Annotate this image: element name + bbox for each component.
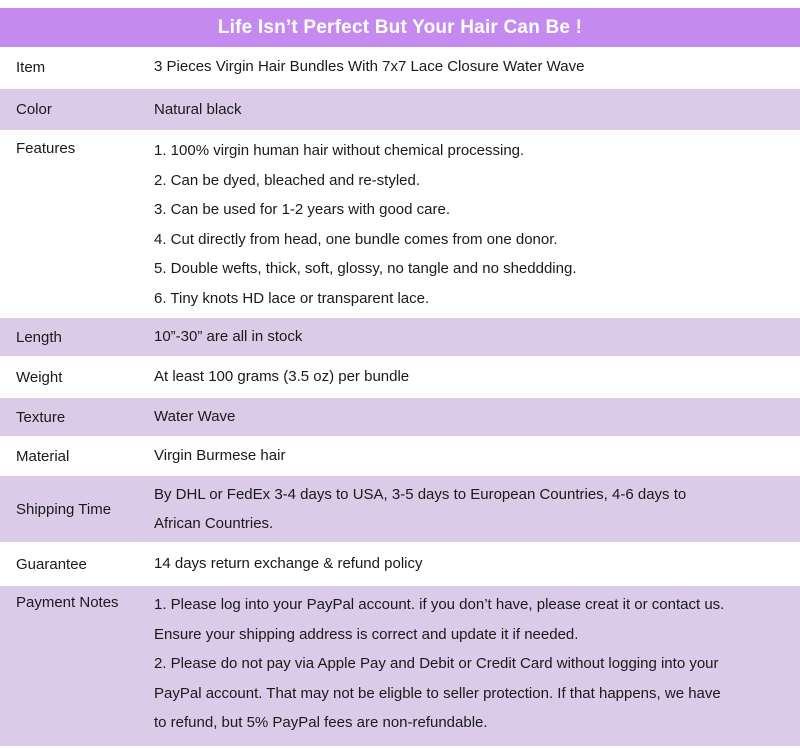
row-value [154,398,800,436]
row-label-text: Weight [16,368,63,386]
row-value [154,132,800,316]
row-label [0,47,154,87]
value-line: Natural black [154,100,242,118]
value-line: By DHL or FedEx 3-4 days to USA, 3-5 days to European Countries, 4-6 days to [154,485,687,503]
value-line: 5. Double wefts, thick, soft, glossy, no tangle and no sheddding. [154,260,577,277]
value-line: PayPal account. That may not be eligble to seller protection. If that happens, we have [154,684,721,702]
table-row [0,132,800,318]
value-line: 2. Please do not pay via Apple Pay and Debit or Credit Card without logging into your [154,655,719,672]
value-line: 10”-30” are all in stock [154,328,303,346]
row-value [154,476,800,542]
row-label [0,438,154,474]
table-row [0,318,800,358]
table-row [0,358,800,398]
value-line: Virgin Burmese hair [154,447,286,465]
product-spec-table [0,8,800,748]
row-value [154,438,800,474]
row-label-text: Material [16,447,70,465]
row-value [154,544,800,584]
row-label [0,586,154,746]
row-value [154,89,800,130]
row-label [0,89,154,130]
row-label [0,476,154,542]
row-label [0,318,154,356]
value-line: 1. 100% virgin human hair without chemical processing. [154,142,525,159]
row-value [154,47,800,87]
table-row [0,438,800,476]
table-row [0,47,800,89]
row-label-text: Features [16,140,76,157]
row-label-text: Item [16,58,46,76]
row-label-text: Length [16,328,62,346]
value-line: 3. Can be used for 1-2 years with good care. [154,201,451,218]
row-value [154,318,800,356]
banner-title: Life Isn’t Perfect But Your Hair Can Be ! [0,8,800,47]
row-label-text: Shipping Time [16,500,112,518]
value-line: 6. Tiny knots HD lace or transparent lace. [154,289,430,307]
row-label [0,544,154,584]
value-line: African Countries. [154,515,274,532]
row-label [0,358,154,396]
table-row [0,398,800,438]
value-line: 2. Can be dyed, bleached and re-styled. [154,171,421,189]
row-value [154,586,800,746]
value-line: 1. Please log into your PayPal account. if you don’t have, please creat it or contact us. [154,596,725,613]
value-line: Water Wave [154,408,236,426]
value-line: to refund, but 5% PayPal fees are non-refundable. [154,714,488,731]
value-line: 14 days return exchange & refund policy [154,555,423,573]
table-row [0,544,800,586]
row-label [0,132,154,316]
table-row [0,476,800,544]
row-value [154,358,800,396]
table-row [0,586,800,748]
value-line: 3 Pieces Virgin Hair Bundles With 7x7 Lace Closure Water Wave [154,58,585,76]
row-label-text: Guarantee [16,555,87,573]
value-line: 4. Cut directly from head, one bundle comes from one donor. [154,230,558,248]
spec-rows [0,47,800,748]
row-label-text: Color [16,101,52,118]
value-line: Ensure your shipping address is correct and update it if needed. [154,625,579,643]
row-label-text: Payment Notes [16,594,119,611]
row-label [0,398,154,436]
value-line: At least 100 grams (3.5 oz) per bundle [154,368,410,386]
row-label-text: Texture [16,408,66,426]
table-row [0,89,800,132]
